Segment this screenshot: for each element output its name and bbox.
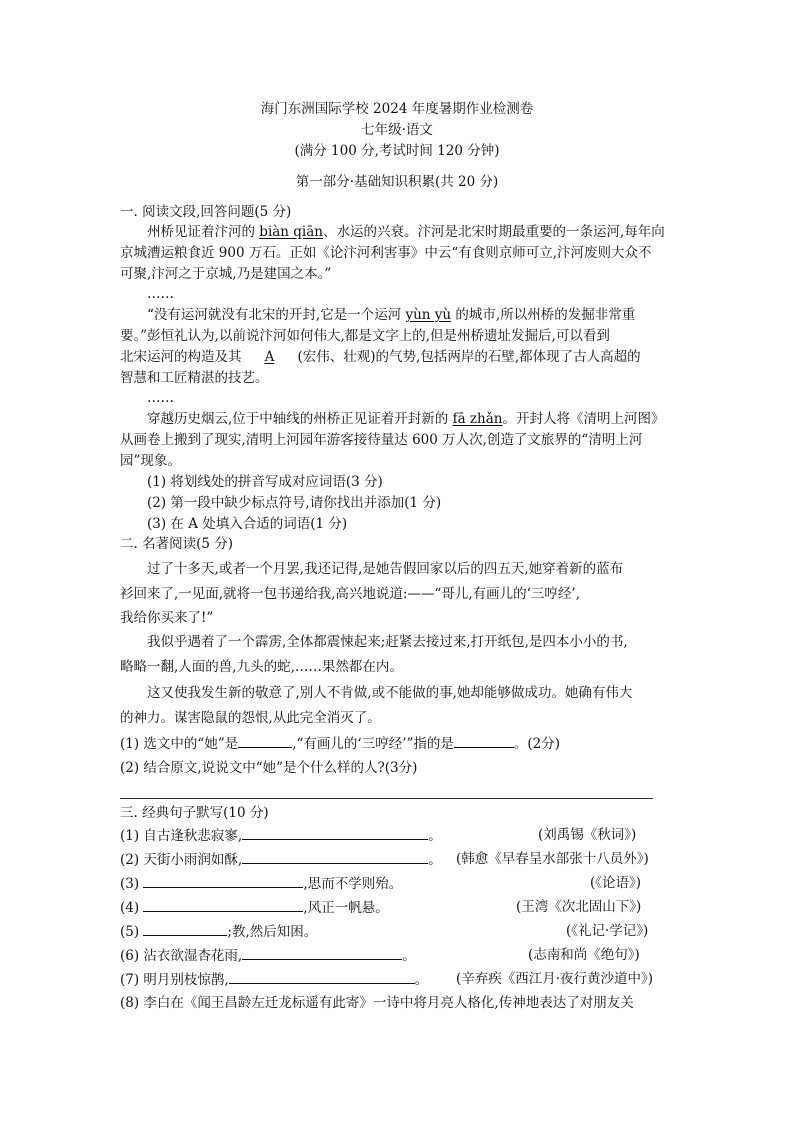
- q1-sub1: (1) 将划线处的拼音写成对应词语(3 分): [147, 474, 383, 490]
- q2-sub2: (2) 结合原文,说说文中“她”是个什么样的人?(3分): [120, 760, 418, 776]
- part-heading: 第一部分·基础知识积累(共 20 分): [295, 174, 499, 190]
- q3-item-4-source: (王湾《次北固山下》): [516, 899, 642, 915]
- q2-para1-line2: 衫回来了,一见面,就将一包书递给我,高兴地说道:——“哥儿,有画儿的‘三哼经’,: [120, 586, 580, 602]
- q1-para3-line2: 从画卷上搬到了现实,清明上河园年游客接待量达 600 万人次,创造了文旅界的“清明上河: [120, 432, 643, 448]
- answer-blank[interactable]: [229, 970, 415, 984]
- q3-item-4: (4) ,风正一帆悬。: [120, 900, 389, 916]
- q1-para2-line2: 要。”彭恒礼认为,以前说汴河如何伟大,都是文字上的,但是州桥遗址发掘后,可以看到: [120, 328, 610, 344]
- pinyin-yunyu: yùn yù: [405, 307, 452, 323]
- answer-blank[interactable]: [238, 734, 292, 748]
- ellipsis: ……: [147, 286, 174, 302]
- q1-para1-line2: 京城漕运粮食近 900 万石。正如《论汴河利害事》中云“有食则京师可立,汴河废则大众不: [120, 245, 652, 261]
- q3-item-2: (2) 天街小雨润如酥, 。: [120, 852, 442, 868]
- q2-para1-line3: 我给你买来了!”: [120, 610, 214, 626]
- answer-blank[interactable]: [143, 874, 303, 888]
- exam-title: 海门东洲国际学校 2024 年度暑期作业检测卷: [260, 101, 534, 117]
- q2-para2-line1: 我似乎遇着了一个霹雳,全体都震悚起来;赶紧去接过来,打开纸包,是四本小小的书,: [147, 634, 628, 650]
- q3-item-5: (5) ;教,然后知困。: [120, 924, 318, 940]
- q1-para1-line1: 州桥见证着汴河的 biàn qiān、水运的兴衰。汴河是北宋时期最重要的一条运河,每年向: [147, 224, 665, 240]
- q3-item-5-source: (《礼记·学记》): [566, 923, 649, 939]
- blank-a[interactable]: A: [264, 349, 275, 365]
- q1-para3-line3: 园”现象。: [120, 453, 181, 469]
- q2-para3-line1: 这又使我发生新的敬意了,别人不肯做,或不能做的事,她却能够做成功。她确有伟大: [147, 685, 633, 701]
- answer-blank[interactable]: [143, 898, 303, 912]
- answer-blank[interactable]: [242, 826, 428, 840]
- q3-item-3-source: (《论语》): [590, 875, 642, 891]
- q3-item-3: (3) ,思而不学则殆。: [120, 876, 403, 892]
- q2-para2-line2: 略略一翻,人面的兽,九头的蛇,……果然都在内。: [120, 659, 403, 675]
- q1-para2-line3: 北宋运河的构造及其 A (宏伟、壮观)的气势,包括两岸的石壁,都体现了古人高超的: [120, 349, 641, 365]
- q1-para2-line4: 智慧和工匠精湛的技艺。: [120, 370, 269, 386]
- q1-sub2: (2) 第一段中缺少标点符号,请你找出并添加(1 分): [147, 495, 442, 511]
- q1-heading: 一. 阅读文段,回答问题(5 分): [120, 204, 292, 220]
- q3-item-1: (1) 自古逢秋悲寂寥, 。: [120, 828, 442, 844]
- ellipsis: ……: [147, 390, 174, 406]
- q3-item-8: (8) 李白在《闻王昌龄左迁龙标遥有此寄》一诗中将月亮人格化,传神地表达了对朋友关: [120, 995, 634, 1011]
- q1-para1-line3: 可聚,汴河之于京城,乃是建国之本。”: [120, 266, 332, 282]
- q3-item-2-source: (韩愈《早春呈水部张十八员外》): [456, 851, 649, 867]
- q3-item-6: (6) 沾衣欲湿杏花雨, 。: [120, 948, 416, 964]
- answer-blank[interactable]: [242, 850, 428, 864]
- answer-blank[interactable]: [454, 734, 514, 748]
- q3-item-1-source: (刘禹锡《秋词》): [538, 827, 637, 843]
- grade-subject: 七年级·语文: [361, 122, 433, 138]
- q1-sub3: (3) 在 A 处填入合适的词语(1 分): [147, 516, 348, 532]
- q2-para3-line2: 的神力。谋害隐鼠的怨恨,从此完全消灭了。: [120, 710, 381, 726]
- q2-para1-line1: 过了十多天,或者一个月罢,我还记得,是她告假回家以后的四五天,她穿着新的蓝布: [147, 561, 624, 577]
- answer-blank[interactable]: [242, 946, 402, 960]
- q3-item-6-source: (志南和尚《绝句》): [528, 947, 640, 963]
- q3-heading: 三. 经典句子默写(10 分): [120, 805, 269, 821]
- q2-sub1: (1) 选文中的“她”是 ,“有画儿的‘三哼经’”指的是 。(2分): [120, 736, 561, 752]
- q2-heading: 二. 名著阅读(5 分): [120, 536, 233, 552]
- pinyin-bianqian: biàn qiān: [259, 224, 323, 240]
- answer-line[interactable]: [120, 798, 653, 799]
- exam-info: (满分 100 分,考试时间 120 分钟): [294, 143, 500, 159]
- pinyin-fazhan: fā zhǎn: [452, 411, 503, 427]
- answer-blank[interactable]: [143, 922, 227, 936]
- q3-item-7: (7) 明月别枝惊鹊, 。: [120, 972, 429, 988]
- q3-item-7-source: (辛弃疾《西江月·夜行黄沙道中》): [456, 971, 654, 987]
- q1-para2-line1: “没有运河就没有北宋的开封,它是一个运河 yùn yù 的城市,所以州桥的发掘非常重: [147, 307, 636, 323]
- q1-para3-line1: 穿越历史烟云,位于中轴线的州桥正见证着开封新的 fā zhǎn。开封人将《清明上河图》: [147, 411, 665, 427]
